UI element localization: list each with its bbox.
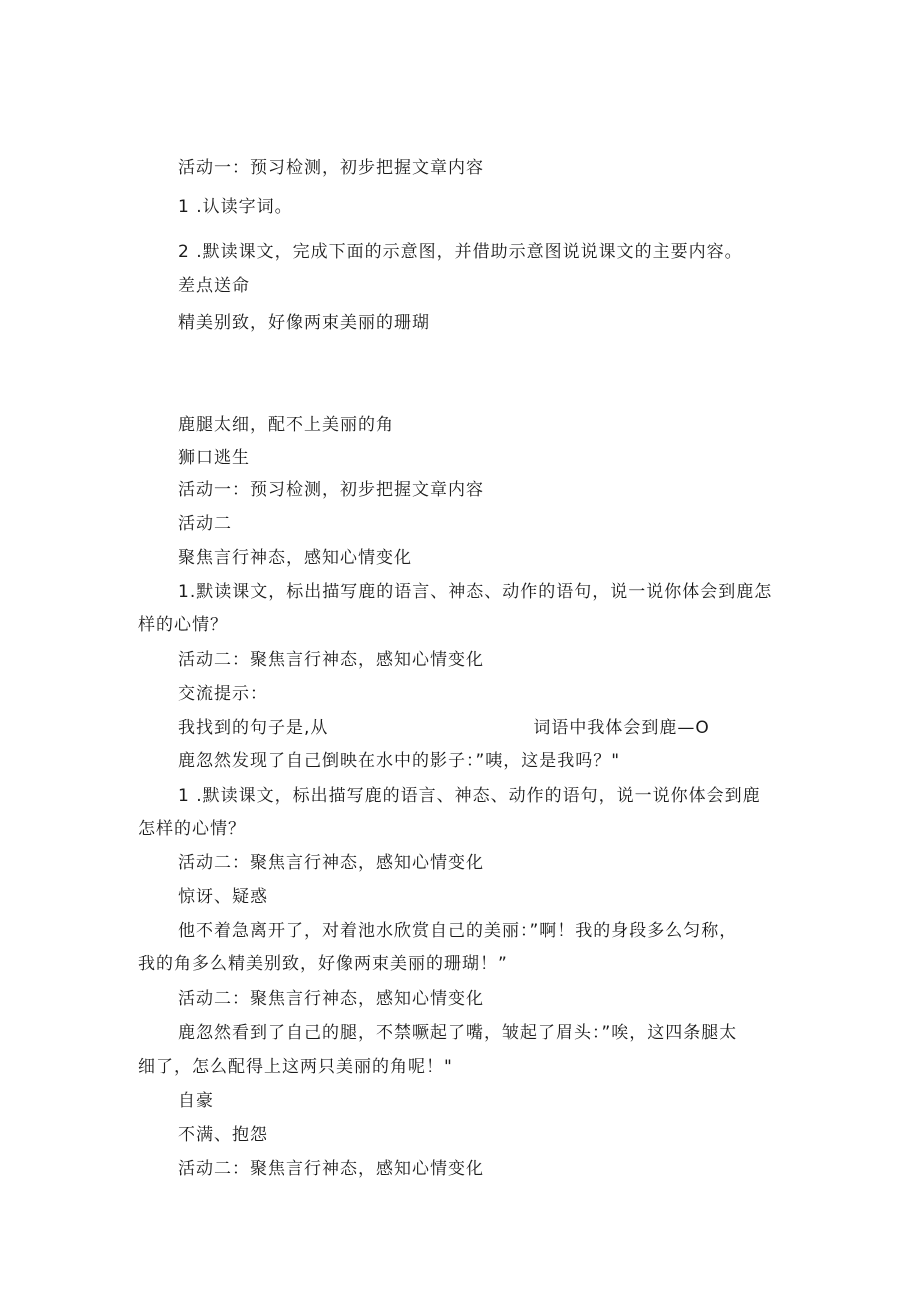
fill-in-sentence — [178, 716, 710, 740]
activity-two-subtitle: 聚焦言行神态，感知心情变化 — [178, 548, 412, 568]
quote-complain-line-1: 鹿忽然看到了自己的腿，不禁噘起了嘴，皱起了眉头：”唉，这四条腿太 — [178, 1023, 738, 1043]
emotion-surprise-doubt: 惊讶、疑惑 — [178, 887, 268, 907]
task-1-item: 1 .认读字词。 — [178, 197, 293, 217]
activity-two-title-2: 活动二：聚焦言行神态，感知心情变化 — [178, 853, 484, 873]
emotion-pride: 自豪 — [178, 1091, 214, 1111]
discussion-hint-label: 交流提示： — [178, 684, 268, 704]
quote-admire-line-2: 我的角多么精美别致，好像两束美丽的珊瑚！” — [138, 954, 508, 974]
activity-one-heading: 活动一：预习检测，初步把握文章内容 — [178, 158, 484, 178]
activity-two-title-3: 活动二：聚焦言行神态，感知心情变化 — [178, 989, 484, 1009]
question-1b-line-2: 怎样的心情？ — [138, 819, 246, 839]
emotion-dissatisfaction: 不满、抱怨 — [178, 1125, 268, 1145]
question-1-line-1: 1.默读课文，标出描写鹿的语言、神态、动作的语句，说一说你体会到鹿怎 — [178, 582, 773, 602]
activity-two-title-1: 活动二：聚焦言行神态，感知心情变化 — [178, 650, 484, 670]
fill-in-prefix: 我找到的句子是,从 — [178, 718, 329, 738]
quote-surprise: 鹿忽然发现了自己倒映在水中的影子：”咦，这是我吗？" — [178, 751, 621, 771]
activity-two-heading: 活动二 — [178, 514, 232, 534]
diagram-label-legs: 鹿腿太细，配不上美丽的角 — [178, 415, 394, 435]
activity-one-heading-repeat: 活动一：预习检测，初步把握文章内容 — [178, 480, 484, 500]
diagram-label-antlers: 精美别致，好像两束美丽的珊瑚 — [178, 313, 430, 333]
activity-two-title-4: 活动二：聚焦言行神态，感知心情变化 — [178, 1159, 484, 1179]
task-2-item: 2 .默读课文，完成下面的示意图，并借助示意图说说课文的主要内容。 — [178, 242, 743, 262]
diagram-label-escape: 狮口逃生 — [178, 448, 250, 468]
fill-in-suffix: 词语中我体会到鹿—O — [533, 718, 710, 738]
question-1b-line-1: 1 .默读课文，标出描写鹿的语言、神态、动作的语句，说一说你体会到鹿 — [178, 786, 761, 806]
quote-complain-line-2: 细了，怎么配得上这两只美丽的角呢！" — [138, 1057, 453, 1077]
quote-admire-line-1: 他不着急离开了，对着池水欣赏自己的美丽：”啊！我的身段多么匀称， — [178, 921, 738, 941]
question-1-line-2: 样的心情？ — [138, 615, 228, 635]
diagram-label-near-death: 差点送命 — [178, 276, 250, 296]
